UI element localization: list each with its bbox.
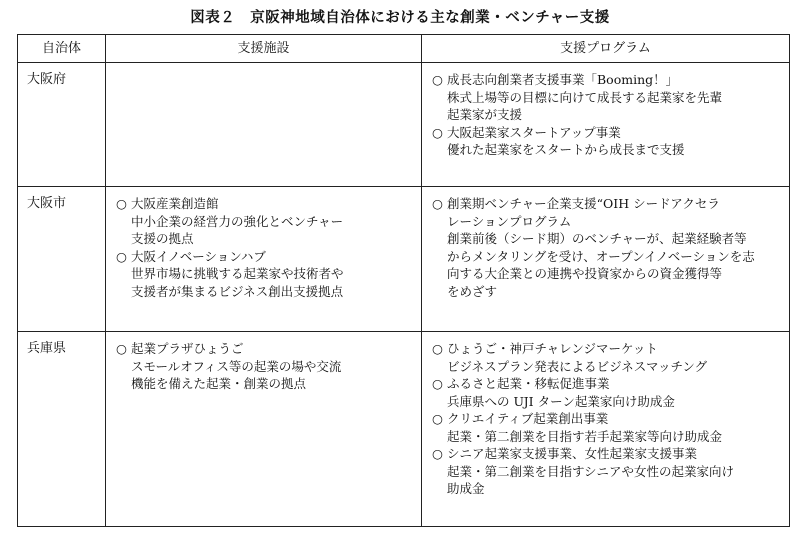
figure-title: 図表２ 京阪神地域自治体における主な創業・ベンチャー支援	[190, 10, 610, 26]
bullet-circle: ○	[432, 196, 443, 211]
program-desc: 起業家が支援	[447, 107, 523, 122]
facilities-cell	[106, 187, 422, 332]
municipality-name: 大阪府	[27, 72, 67, 87]
program-title-continued: レーションプログラム	[447, 213, 572, 229]
facility-entry	[116, 195, 415, 248]
facility-desc: 中小企業の経営力の強化とベンチャー	[131, 213, 344, 229]
program-title: ひょうご・神戸チャレンジマーケット	[447, 341, 658, 356]
table-row	[18, 332, 790, 527]
program-desc: をめざす	[447, 283, 498, 299]
program-desc: 株式上場等の目標に向けて成長する起業家を先輩	[447, 89, 723, 105]
municipality-name: 兵庫県	[27, 341, 67, 356]
programs-cell	[422, 187, 790, 332]
program-entry	[432, 340, 783, 375]
program-desc: 起業・第二創業を目指すシニアや女性の起業家向け	[447, 463, 735, 479]
program-entry	[432, 71, 783, 124]
facilities-cell	[106, 63, 422, 187]
header-municipality: 自治体	[18, 35, 106, 63]
programs-cell	[422, 332, 790, 527]
program-desc: 向する大企業との連携や投資家からの資金獲得等	[447, 266, 723, 281]
bullet-circle: ○	[116, 196, 127, 211]
bullet-circle: ○	[432, 446, 443, 461]
facility-title: 大阪イノベーションハブ	[131, 248, 266, 264]
bullet-circle: ○	[432, 72, 443, 87]
facility-desc: 機能を備えた起業・創業の拠点	[131, 376, 307, 391]
facility-desc: 支援の拠点	[131, 231, 194, 246]
program-title: ふるさと起業・移転促進事業	[447, 376, 610, 391]
program-title: 大阪起業家スタートアップ事業	[447, 124, 621, 140]
program-desc: ビジネスプラン発表によるビジネスマッチング	[447, 358, 708, 374]
bullet-circle: ○	[432, 341, 443, 356]
facilities-cell	[106, 332, 422, 527]
table-header-row	[18, 35, 790, 63]
bullet-circle: ○	[432, 124, 443, 140]
municipality-cell	[18, 332, 106, 527]
program-title: 創業期ベンチャー企業支援“OIH シードアクセラ	[447, 196, 720, 211]
program-desc: 創業前後（シード期）のベンチャーが、起業経験者等	[447, 231, 747, 246]
bullet-circle: ○	[116, 248, 127, 264]
program-entry	[432, 410, 783, 445]
program-desc: 助成金	[447, 481, 485, 496]
facility-desc: スモールオフィス等の起業の場や交流	[131, 358, 342, 374]
program-title: 成長志向創業者支援事業「Booming！」	[447, 72, 679, 87]
municipality-cell	[18, 63, 106, 187]
header-facilities: 支援施設	[106, 35, 422, 63]
facility-desc: 世界市場に挑戦する起業家や技術者や	[131, 266, 344, 281]
bullet-circle: ○	[432, 411, 443, 426]
program-desc: 起業・第二創業を目指す若手起業家等向け助成金	[447, 428, 723, 444]
program-entry	[432, 445, 783, 498]
table-row	[18, 187, 790, 332]
program-entry	[432, 124, 783, 159]
program-desc: 兵庫県への UJI ターン起業家向け助成金	[447, 393, 675, 409]
bullet-circle: ○	[432, 376, 443, 391]
facility-title: 大阪産業創造館	[131, 196, 219, 211]
program-desc: からメンタリングを受け、オープンイノベーションを志	[447, 248, 755, 264]
bullet-circle: ○	[116, 341, 127, 356]
facility-entry	[116, 340, 415, 393]
program-title: クリエイティブ起業創出事業	[447, 411, 609, 426]
table-row	[18, 63, 790, 187]
program-desc: 優れた起業家をスタートから成長まで支援	[447, 142, 685, 157]
facility-title: 起業プラザひょうご	[131, 341, 244, 356]
facility-entry	[116, 248, 415, 301]
municipality-cell	[18, 187, 106, 332]
program-title: シニア起業家支援事業、女性起業家支援事業	[447, 446, 698, 461]
support-table	[17, 34, 790, 527]
program-entry	[432, 195, 783, 300]
program-entry	[432, 375, 783, 410]
programs-cell	[422, 63, 790, 187]
header-programs: 支援プログラム	[422, 35, 790, 63]
facility-desc: 支援者が集まるビジネス創出支援拠点	[131, 283, 344, 299]
municipality-name: 大阪市	[27, 196, 67, 211]
